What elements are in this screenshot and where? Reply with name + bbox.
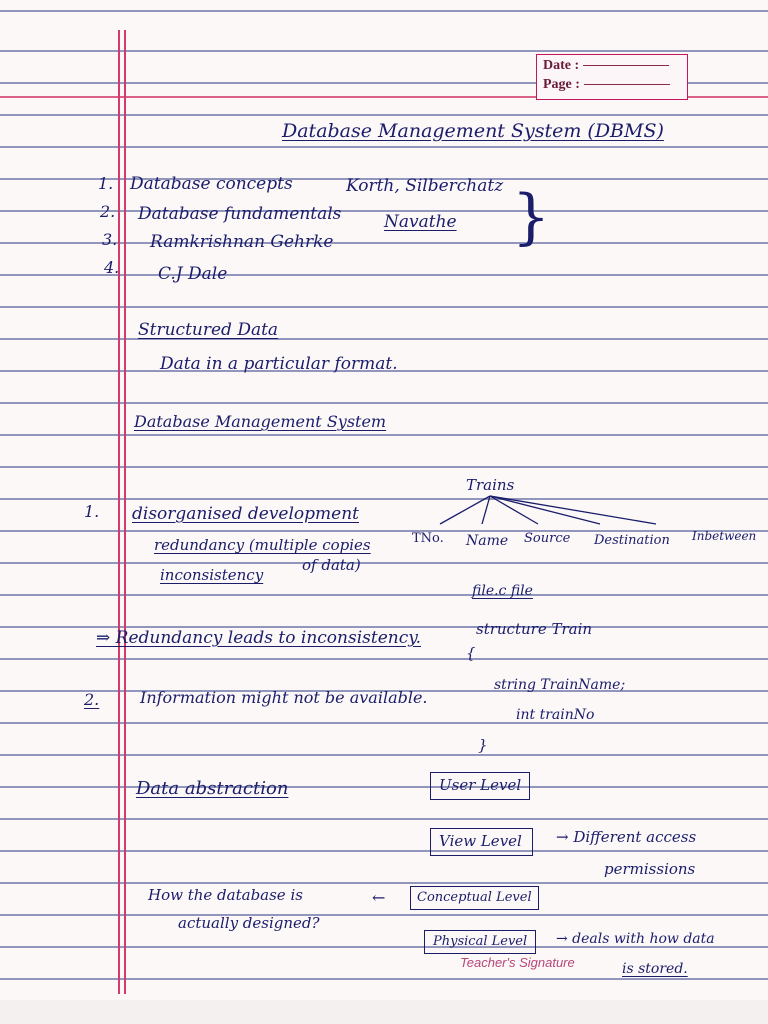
how-designed-2: actually designed? <box>178 914 320 932</box>
train-field-inbetween: Inbetween <box>692 529 757 543</box>
conceptual-level-box: Conceptual Level <box>410 886 539 910</box>
ref-3-num: 3. <box>102 230 118 249</box>
abstraction-heading: Data abstraction <box>136 778 289 799</box>
date-label: Date : <box>543 58 580 73</box>
train-field-destination: Destination <box>594 533 670 548</box>
file-line: file.c file <box>472 583 533 599</box>
references-brace: } <box>512 182 551 252</box>
teacher-signature-label: Teacher's Signature <box>460 955 575 970</box>
inconsistency-text: inconsistency <box>160 566 264 584</box>
problem-1-title: disorganised development <box>132 504 360 524</box>
view-level-note-2: permissions <box>604 860 696 878</box>
how-designed-1: How the database is <box>148 886 303 904</box>
structured-desc: Data in a particular format. <box>160 354 398 374</box>
struct-line: structure Train <box>476 620 593 638</box>
struct-field-1: string TrainName; <box>494 677 626 693</box>
ref-1-num: 1. <box>98 174 114 193</box>
physical-note-1: → deals with how data <box>556 931 715 947</box>
ref-2-num: 2. <box>100 202 116 221</box>
date-page-box <box>536 54 688 100</box>
struct-field-2: int trainNo <box>516 707 595 723</box>
dbms-heading: Database Management System <box>134 412 387 431</box>
user-level-box: User Level <box>430 772 530 800</box>
ref-4-title: C.J Dale <box>158 264 228 284</box>
redundancy-text: redundancy (multiple copies <box>154 536 371 554</box>
ref-2-author: Navathe <box>384 212 457 232</box>
struct-open-brace: { <box>466 644 476 662</box>
redundancy-conclusion: ⇒ Redundancy leads to inconsistency. <box>96 628 421 648</box>
margin-line-left <box>118 30 120 994</box>
train-field-name: Name <box>466 533 509 549</box>
margin-line-right <box>124 30 126 994</box>
page-bottom-edge <box>0 1000 768 1024</box>
physical-level-box: Physical Level <box>424 930 536 954</box>
problem-2-text: Information might not be available. <box>140 688 428 707</box>
date-row <box>543 58 669 74</box>
view-level-box: View Level <box>430 828 533 856</box>
train-field-tno: TNo. <box>412 531 444 546</box>
ref-2-title: Database fundamentals <box>138 204 342 224</box>
problem-2-num: 2. <box>84 690 100 709</box>
structured-heading: Structured Data <box>138 320 279 340</box>
problem-1-num: 1. <box>84 502 100 521</box>
of-data-text: of data) <box>302 556 361 574</box>
page-label: Page : <box>543 77 580 92</box>
arrow-to-conceptual: ← <box>372 888 386 907</box>
ref-1-title: Database concepts <box>130 174 293 194</box>
page-row <box>543 77 670 93</box>
physical-note-2: is stored. <box>622 961 688 977</box>
page-title: Database Management System (DBMS) <box>282 120 664 142</box>
view-level-note-1: → Different access <box>556 828 697 846</box>
ref-3-title: Ramkrishnan Gehrke <box>150 232 334 252</box>
ref-1-author: Korth, Silberchatz <box>346 176 504 196</box>
ref-4-num: 4. <box>104 258 120 277</box>
trains-tree-lines <box>420 494 660 528</box>
trains-root: Trains <box>466 476 515 494</box>
train-field-source: Source <box>524 531 571 546</box>
struct-close-brace: } <box>478 736 488 754</box>
